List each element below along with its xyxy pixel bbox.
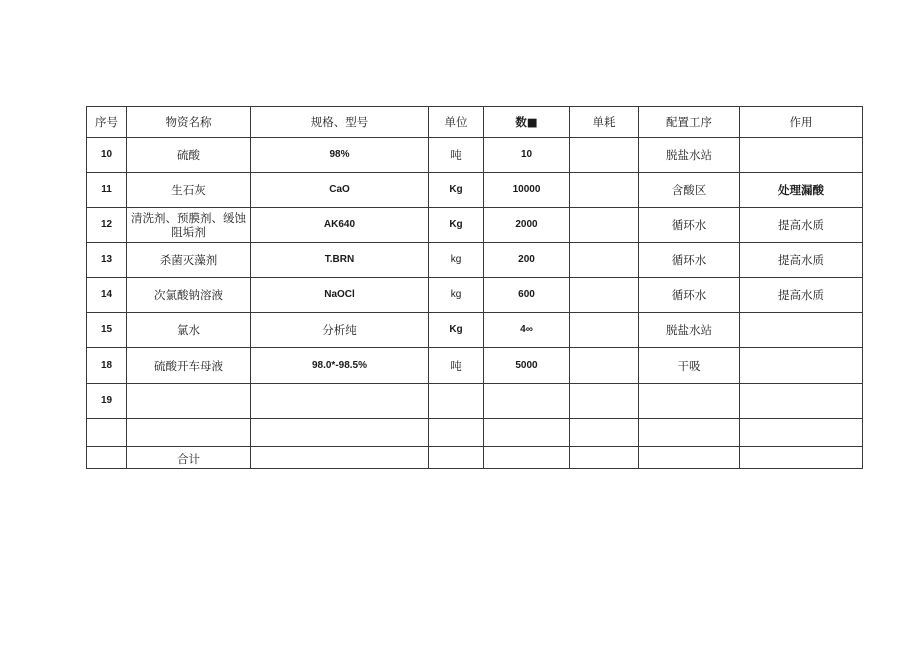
- cell-process: 循环水: [639, 278, 740, 313]
- header-cell-process: 配置工序: [639, 107, 740, 138]
- cell-spec: [251, 447, 429, 469]
- cell-consumption: [570, 208, 639, 243]
- header-row: [87, 107, 863, 138]
- cell-spec: 分析纯: [251, 313, 429, 348]
- cell-purpose: [740, 384, 863, 419]
- cell-unit: Kg: [429, 173, 484, 208]
- table-row: [87, 419, 863, 447]
- table-row: [87, 138, 863, 173]
- cell-name: 氯水: [127, 313, 251, 348]
- cell-spec: [251, 419, 429, 447]
- cell-consumption: [570, 278, 639, 313]
- cell-consumption: [570, 447, 639, 469]
- header-cell-purpose: 作用: [740, 107, 863, 138]
- cell-unit: [429, 419, 484, 447]
- cell-no: 15: [87, 313, 127, 348]
- cell-quantity: [484, 384, 570, 419]
- cell-spec: [251, 384, 429, 419]
- cell-process: 脱盐水站: [639, 138, 740, 173]
- cell-quantity: 2000: [484, 208, 570, 243]
- cell-name: 杀菌灭藻剂: [127, 243, 251, 278]
- cell-no: 14: [87, 278, 127, 313]
- cell-no: [87, 419, 127, 447]
- cell-no: 11: [87, 173, 127, 208]
- header-cell-name: 物资名称: [127, 107, 251, 138]
- table-row: [87, 384, 863, 419]
- cell-purpose: [740, 138, 863, 173]
- cell-unit: [429, 384, 484, 419]
- cell-unit: 吨: [429, 138, 484, 173]
- cell-quantity: 5000: [484, 348, 570, 384]
- cell-no: 12: [87, 208, 127, 243]
- cell-quantity: 600: [484, 278, 570, 313]
- cell-consumption: [570, 348, 639, 384]
- cell-no: 10: [87, 138, 127, 173]
- cell-unit: Kg: [429, 208, 484, 243]
- total-label: 合计: [127, 447, 251, 469]
- cell-consumption: [570, 419, 639, 447]
- cell-process: [639, 447, 740, 469]
- cell-no: 19: [87, 384, 127, 419]
- table-row: [87, 313, 863, 348]
- header-cell-consumption: 单耗: [570, 107, 639, 138]
- cell-no: 13: [87, 243, 127, 278]
- cell-process: 循环水: [639, 208, 740, 243]
- cell-purpose: [740, 313, 863, 348]
- cell-name: 硫酸开车母液: [127, 348, 251, 384]
- table-row: [87, 208, 863, 243]
- header-cell-spec: 规格、型号: [251, 107, 429, 138]
- cell-quantity: [484, 447, 570, 469]
- cell-unit: [429, 447, 484, 469]
- cell-purpose: 处理漏酸: [740, 173, 863, 208]
- cell-process: [639, 419, 740, 447]
- cell-quantity: 10000: [484, 173, 570, 208]
- cell-name: 清洗剂、预膜剂、缓蚀阻垢剂: [127, 208, 251, 243]
- cell-unit: kg: [429, 278, 484, 313]
- total-row: [87, 447, 863, 469]
- cell-process: 干吸: [639, 348, 740, 384]
- cell-process: 循环水: [639, 243, 740, 278]
- table-row: [87, 348, 863, 384]
- cell-name: [127, 419, 251, 447]
- cell-process: [639, 384, 740, 419]
- cell-quantity: 10: [484, 138, 570, 173]
- table-row: [87, 173, 863, 208]
- cell-spec: 98.0*-98.5%: [251, 348, 429, 384]
- cell-purpose: 提高水质: [740, 243, 863, 278]
- cell-process: 脱盐水站: [639, 313, 740, 348]
- cell-spec: NaOCl: [251, 278, 429, 313]
- cell-quantity: 4∞: [484, 313, 570, 348]
- cell-purpose: 提高水质: [740, 208, 863, 243]
- cell-quantity: [484, 419, 570, 447]
- cell-process: 含酸区: [639, 173, 740, 208]
- cell-unit: Kg: [429, 313, 484, 348]
- cell-no: [87, 447, 127, 469]
- table-row: [87, 278, 863, 313]
- header-cell-no: 序号: [87, 107, 127, 138]
- cell-no: 18: [87, 348, 127, 384]
- cell-unit: 吨: [429, 348, 484, 384]
- cell-spec: CaO: [251, 173, 429, 208]
- cell-quantity: 200: [484, 243, 570, 278]
- cell-name: [127, 384, 251, 419]
- cell-consumption: [570, 243, 639, 278]
- cell-name: 次氯酸钠溶液: [127, 278, 251, 313]
- table-row: [87, 243, 863, 278]
- cell-consumption: [570, 138, 639, 173]
- materials-table: [86, 106, 863, 469]
- cell-unit: kg: [429, 243, 484, 278]
- cell-consumption: [570, 313, 639, 348]
- header-cell-unit: 单位: [429, 107, 484, 138]
- cell-spec: T.BRN: [251, 243, 429, 278]
- cell-purpose: [740, 447, 863, 469]
- cell-purpose: 提高水质: [740, 278, 863, 313]
- table-body: [87, 107, 863, 469]
- cell-purpose: [740, 419, 863, 447]
- cell-spec: AK640: [251, 208, 429, 243]
- cell-name: 硫酸: [127, 138, 251, 173]
- cell-spec: 98%: [251, 138, 429, 173]
- cell-name: 生石灰: [127, 173, 251, 208]
- cell-consumption: [570, 384, 639, 419]
- cell-purpose: [740, 348, 863, 384]
- cell-consumption: [570, 173, 639, 208]
- header-cell-quantity: 数■: [484, 107, 570, 138]
